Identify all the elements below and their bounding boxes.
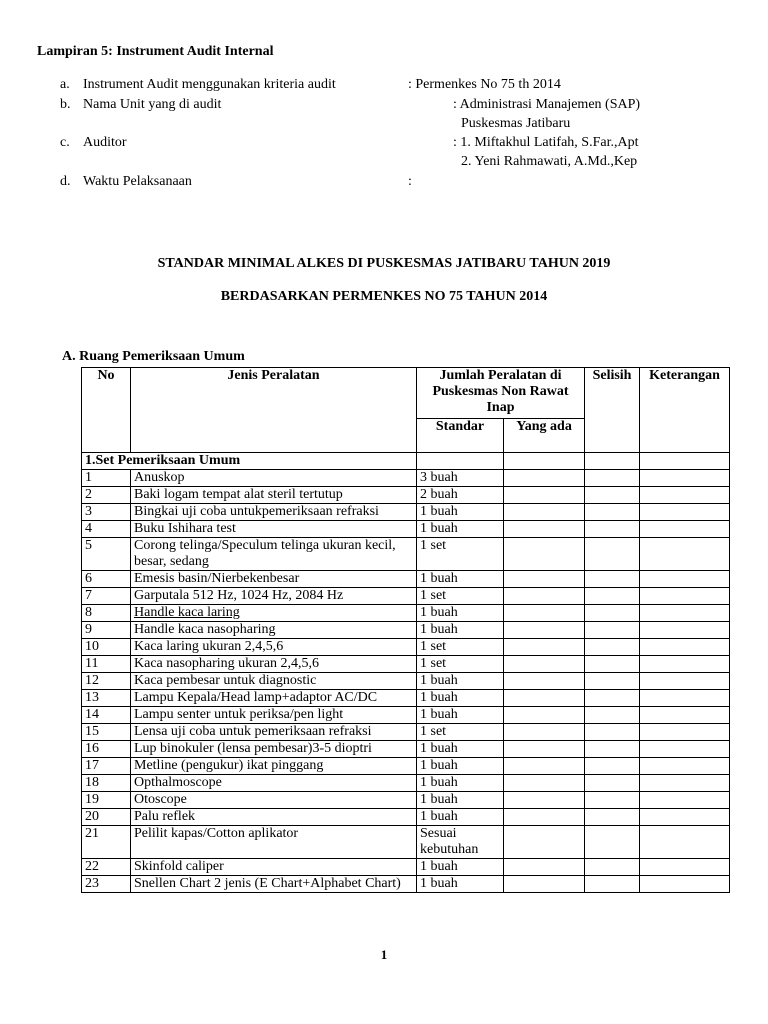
row-jenis: Opthalmoscope [131, 775, 417, 792]
row-selisih [585, 673, 640, 690]
row-selisih [585, 775, 640, 792]
row-no: 9 [82, 622, 131, 639]
cell-empty [640, 453, 730, 470]
row-no: 19 [82, 792, 131, 809]
row-selisih [585, 656, 640, 673]
cell-empty [504, 453, 585, 470]
row-standar: 1 buah [417, 504, 504, 521]
row-no: 4 [82, 521, 131, 538]
row-jenis: Baki logam tempat alat steril tertutup [131, 487, 417, 504]
table-row [82, 622, 730, 639]
row-standar: 1 buah [417, 521, 504, 538]
table-row [82, 775, 730, 792]
meta-value-auditor: : 1. Miftakhul Latifah, S.Far.,Apt [453, 135, 639, 150]
row-selisih [585, 758, 640, 775]
row-selisih [585, 639, 640, 656]
row-selisih [585, 690, 640, 707]
row-selisih [585, 605, 640, 622]
row-keterangan [640, 775, 730, 792]
header-selisih: Selisih [585, 368, 640, 453]
row-standar: 1 buah [417, 758, 504, 775]
group-label: 1.Set Pemeriksaan Umum [82, 453, 417, 470]
row-keterangan [640, 690, 730, 707]
row-jenis: Corong telinga/Speculum telinga ukuran kecil, besar, sedang [131, 538, 417, 571]
row-selisih [585, 859, 640, 876]
meta-label-time: Waktu Pelaksanaan [83, 174, 192, 189]
row-keterangan [640, 758, 730, 775]
row-selisih [585, 588, 640, 605]
row-keterangan [640, 588, 730, 605]
table-row [82, 876, 730, 893]
row-jenis: Lup binokuler (lensa pembesar)3-5 dioptri [131, 741, 417, 758]
row-no: 21 [82, 826, 131, 859]
row-yang-ada [504, 775, 585, 792]
table-row [82, 588, 730, 605]
table-row [82, 792, 730, 809]
row-standar: 1 set [417, 538, 504, 571]
row-keterangan [640, 859, 730, 876]
row-keterangan [640, 724, 730, 741]
table-row [82, 707, 730, 724]
row-standar: 3 buah [417, 470, 504, 487]
row-no: 22 [82, 859, 131, 876]
row-jenis: Anuskop [131, 470, 417, 487]
table-row [82, 504, 730, 521]
row-standar: 1 buah [417, 809, 504, 826]
row-yang-ada [504, 470, 585, 487]
meta-letter-d: d. [60, 174, 71, 189]
row-yang-ada [504, 707, 585, 724]
row-jenis: Bingkai uji coba untukpemeriksaan refraksi [131, 504, 417, 521]
table-row [82, 741, 730, 758]
header-standar: Standar [417, 419, 504, 453]
table-row [82, 470, 730, 487]
table-row [82, 605, 730, 622]
meta-value-criteria: : Permenkes No 75 th 2014 [408, 77, 561, 92]
row-yang-ada [504, 826, 585, 859]
row-jenis: Kaca laring ukuran 2,4,5,6 [131, 639, 417, 656]
header-no: No [82, 368, 131, 453]
row-no: 2 [82, 487, 131, 504]
row-standar: 1 set [417, 639, 504, 656]
row-jenis: Buku Ishihara test [131, 521, 417, 538]
row-standar: 1 buah [417, 673, 504, 690]
row-selisih [585, 876, 640, 893]
header-jenis: Jenis Peralatan [131, 368, 417, 453]
row-jenis: Emesis basin/Nierbekenbesar [131, 571, 417, 588]
row-yang-ada [504, 673, 585, 690]
row-yang-ada [504, 487, 585, 504]
row-keterangan [640, 622, 730, 639]
section-heading: A. Ruang Pemeriksaan Umum [62, 349, 245, 364]
row-yang-ada [504, 504, 585, 521]
row-yang-ada [504, 724, 585, 741]
row-selisih [585, 538, 640, 571]
row-jenis: Lensa uji coba untuk pemeriksaan refraksi [131, 724, 417, 741]
table-row [82, 487, 730, 504]
meta-label-auditor: Auditor [83, 135, 127, 150]
row-no: 16 [82, 741, 131, 758]
row-no: 7 [82, 588, 131, 605]
row-jenis: Palu reflek [131, 809, 417, 826]
row-selisih [585, 622, 640, 639]
row-jenis: Metline (pengukur) ikat pinggang [131, 758, 417, 775]
row-yang-ada [504, 876, 585, 893]
row-selisih [585, 571, 640, 588]
row-standar: Sesuai kebutuhan [417, 826, 504, 859]
page-heading: Lampiran 5: Instrument Audit Internal [37, 44, 274, 59]
meta-label-criteria: Instrument Audit menggunakan kriteria audit [83, 77, 336, 92]
table-row [82, 826, 730, 859]
row-standar: 1 set [417, 588, 504, 605]
row-keterangan [640, 470, 730, 487]
row-jenis: Kaca pembesar untuk diagnostic [131, 673, 417, 690]
table-row [82, 538, 730, 571]
table-row [82, 571, 730, 588]
row-yang-ada [504, 741, 585, 758]
row-no: 20 [82, 809, 131, 826]
row-standar: 1 set [417, 656, 504, 673]
page-number: 1 [380, 947, 388, 962]
row-no: 13 [82, 690, 131, 707]
meta-value-time: : [408, 174, 412, 189]
row-selisih [585, 470, 640, 487]
row-keterangan [640, 639, 730, 656]
row-yang-ada [504, 521, 585, 538]
table-row [82, 724, 730, 741]
row-keterangan [640, 741, 730, 758]
row-standar: 1 set [417, 724, 504, 741]
meta-value-auditor-2: 2. Yeni Rahmawati, A.Md.,Kep [461, 154, 638, 169]
row-standar: 1 buah [417, 690, 504, 707]
meta-letter-b: b. [60, 97, 71, 112]
row-standar: 1 buah [417, 571, 504, 588]
row-no: 10 [82, 639, 131, 656]
row-no: 12 [82, 673, 131, 690]
header-jumlah: Jumlah Peralatan di Puskesmas Non Rawat Inap [417, 368, 585, 419]
row-selisih [585, 487, 640, 504]
meta-value-unit: : Administrasi Manajemen (SAP) [453, 97, 641, 112]
row-no: 3 [82, 504, 131, 521]
row-keterangan [640, 504, 730, 521]
row-no: 1 [82, 470, 131, 487]
row-selisih [585, 707, 640, 724]
row-keterangan [640, 707, 730, 724]
row-jenis: Handle kaca nasopharing [131, 622, 417, 639]
row-standar: 1 buah [417, 707, 504, 724]
table-row [82, 690, 730, 707]
row-selisih [585, 826, 640, 859]
document-subtitle: BERDASARKAN PERMENKES NO 75 TAHUN 2014 [220, 289, 548, 304]
row-yang-ada [504, 605, 585, 622]
table-row [82, 639, 730, 656]
row-jenis: Skinfold caliper [131, 859, 417, 876]
table-row [82, 656, 730, 673]
row-keterangan [640, 876, 730, 893]
table-row [82, 809, 730, 826]
row-standar: 1 buah [417, 622, 504, 639]
table-row [82, 521, 730, 538]
row-jenis: Kaca nasopharing ukuran 2,4,5,6 [131, 656, 417, 673]
table-group-row [82, 453, 730, 470]
row-no: 14 [82, 707, 131, 724]
meta-letter-c: c. [60, 135, 70, 150]
row-no: 6 [82, 571, 131, 588]
row-selisih [585, 724, 640, 741]
meta-letter-a: a. [60, 77, 70, 92]
row-yang-ada [504, 639, 585, 656]
row-jenis: Pelilit kapas/Cotton aplikator [131, 826, 417, 859]
row-no: 15 [82, 724, 131, 741]
row-standar: 1 buah [417, 775, 504, 792]
row-keterangan [640, 809, 730, 826]
row-keterangan [640, 571, 730, 588]
row-keterangan [640, 826, 730, 859]
table-row [82, 673, 730, 690]
row-keterangan [640, 521, 730, 538]
cell-empty [585, 453, 640, 470]
row-keterangan [640, 538, 730, 571]
table-row [82, 758, 730, 775]
row-no: 17 [82, 758, 131, 775]
document-title: STANDAR MINIMAL ALKES DI PUSKESMAS JATIBARU TAHUN 2019 [157, 256, 611, 271]
row-jenis: Otoscope [131, 792, 417, 809]
table-row [82, 859, 730, 876]
row-standar: 1 buah [417, 792, 504, 809]
row-jenis: Handle kaca laring [131, 605, 417, 622]
row-jenis: Lampu senter untuk periksa/pen light [131, 707, 417, 724]
row-keterangan [640, 673, 730, 690]
row-standar: 1 buah [417, 605, 504, 622]
row-selisih [585, 792, 640, 809]
row-keterangan [640, 792, 730, 809]
row-selisih [585, 741, 640, 758]
row-yang-ada [504, 571, 585, 588]
row-standar: 2 buah [417, 487, 504, 504]
row-keterangan [640, 605, 730, 622]
meta-value-unit-2: Puskesmas Jatibaru [461, 116, 571, 131]
row-jenis: Snellen Chart 2 jenis (E Chart+Alphabet Chart) [131, 876, 417, 893]
row-yang-ada [504, 859, 585, 876]
row-yang-ada [504, 758, 585, 775]
row-jenis: Lampu Kepala/Head lamp+adaptor AC/DC [131, 690, 417, 707]
row-jenis: Garputala 512 Hz, 1024 Hz, 2084 Hz [131, 588, 417, 605]
row-no: 11 [82, 656, 131, 673]
row-selisih [585, 521, 640, 538]
row-yang-ada [504, 792, 585, 809]
row-yang-ada [504, 588, 585, 605]
row-yang-ada [504, 809, 585, 826]
row-no: 18 [82, 775, 131, 792]
meta-label-unit: Nama Unit yang di audit [83, 97, 222, 112]
row-yang-ada [504, 622, 585, 639]
header-yang-ada: Yang ada [504, 419, 585, 453]
row-no: 8 [82, 605, 131, 622]
row-yang-ada [504, 538, 585, 571]
row-keterangan [640, 656, 730, 673]
row-no: 5 [82, 538, 131, 571]
cell-empty [417, 453, 504, 470]
header-keterangan: Keterangan [640, 368, 730, 453]
row-no: 23 [82, 876, 131, 893]
row-keterangan [640, 487, 730, 504]
equipment-table [81, 367, 730, 893]
row-yang-ada [504, 656, 585, 673]
row-standar: 1 buah [417, 859, 504, 876]
row-selisih [585, 504, 640, 521]
row-standar: 1 buah [417, 876, 504, 893]
row-selisih [585, 809, 640, 826]
row-standar: 1 buah [417, 741, 504, 758]
row-yang-ada [504, 690, 585, 707]
